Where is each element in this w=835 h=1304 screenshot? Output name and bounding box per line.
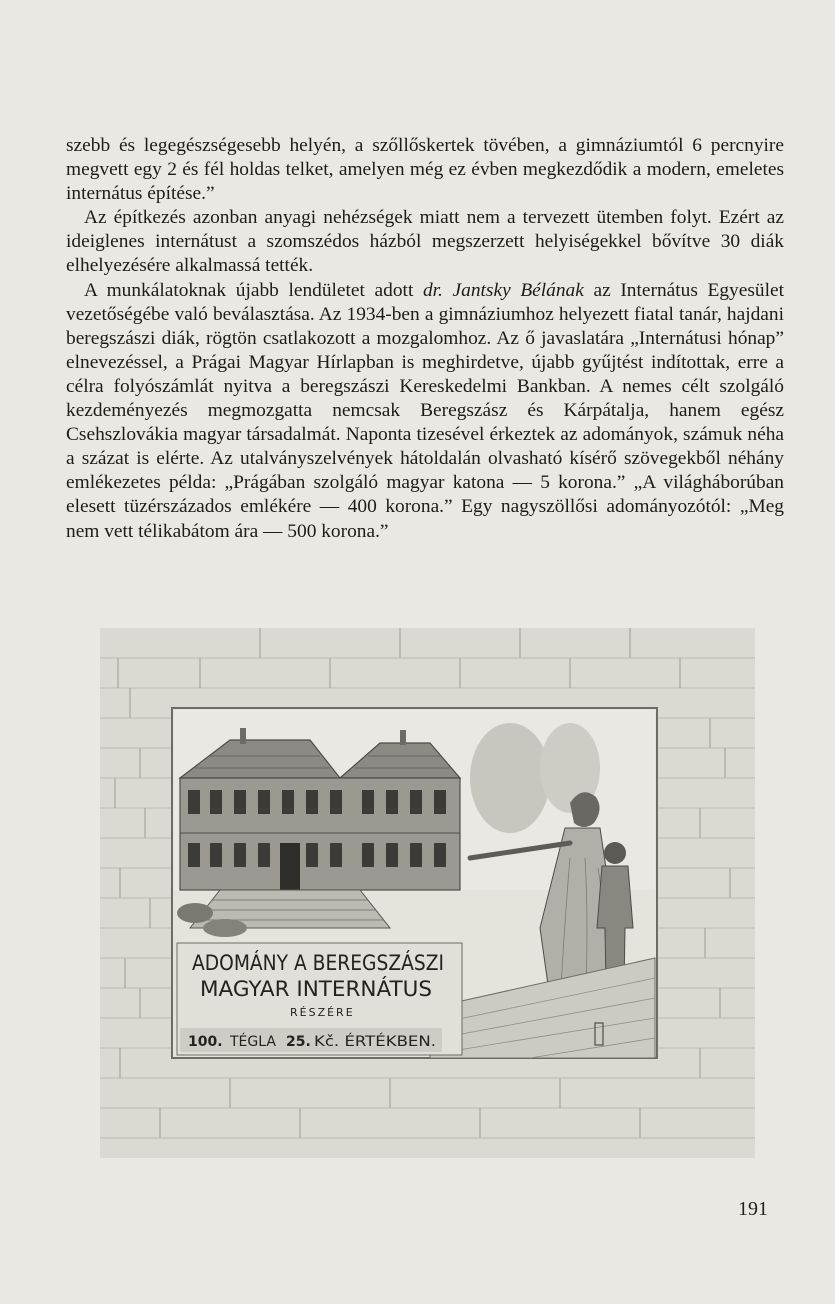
page-number: 191	[738, 1198, 768, 1220]
paragraph-2: Az építkezés azonban anyagi nehézségek miatt nem a tervezett ütemben folyt. Ezért az ideiglenes internátust a szomszédos házból megszerzett helyiségekkel bővítve 30 diák elhelyezésére alkalmassá tették.	[66, 207, 784, 277]
sign-line-2: MAGYAR INTERNÁTUS	[200, 977, 427, 1001]
paragraph-3-name: dr. Jantsky Bélának	[422, 279, 584, 301]
paragraph-3-start: A munkálatoknak újabb lendületet adott	[84, 279, 423, 301]
donation-stamp-illustration	[100, 628, 755, 1158]
paragraph-3-rest: az Internátus Egyesület vezetőségébe való beválasztása. Az 1934-ben a gimnáziumhoz helyezett fiatal tanár, hajdani beregszászi diák, rögtön csatlakozott a mozgalomhoz. Az ő javaslatára „Internátusi hónap” elnevezéssel, a Prágai Magyar Hírlapban is meghirdetve, újabb gyűjtést indítottak, erre a célra folyószámlát nyitva a beregszászi Kereskedelmi Bankban. A nemes célt szolgáló kezdeményezés megmozgatta nemcsak Beregszász és Kárpátalja, hanem egész Csehszlovákia magyar társadalmát. Naponta tizesével érkeztek az adományok, számuk néha a százat is elérte. Az utalványszelvények hátoldalán olvasható kísérő szövegekből néhány emlékezetes példa: „Prágában szolgáló magyar katona — 5 korona.” „A világháborúban elesett tüzérszázados emlékére — 400 korona.” Egy nagyszöllősi adományozótól: „Meg nem vett télikabátom ára — 500 korona.”	[66, 279, 784, 542]
paragraph-1: szebb és legegészségesebb helyén, a szőllőskertek tövében, a gimnáziumtól 6 percnyire megvett egy 2 és fél holdas telket, amelyen még ez évben megkezdődik a modern, emeletes internátus építése.”	[66, 135, 784, 205]
sign-amount-bricks: 100.	[188, 1034, 223, 1050]
sign-amount-crowns: 25.	[286, 1034, 311, 1050]
sign-line-1: ADOMÁNY A BEREGSZÁSZI	[192, 951, 476, 975]
paragraph-3	[66, 279, 784, 544]
body-text	[66, 134, 784, 544]
sign-unit-bricks: TÉGLA	[230, 1034, 276, 1050]
sign-value-text: Kč. ÉRTÉKBEN.	[314, 1034, 418, 1050]
illustration-drawing	[100, 628, 755, 1158]
sign-line-3: RÉSZÉRE	[290, 1006, 355, 1019]
